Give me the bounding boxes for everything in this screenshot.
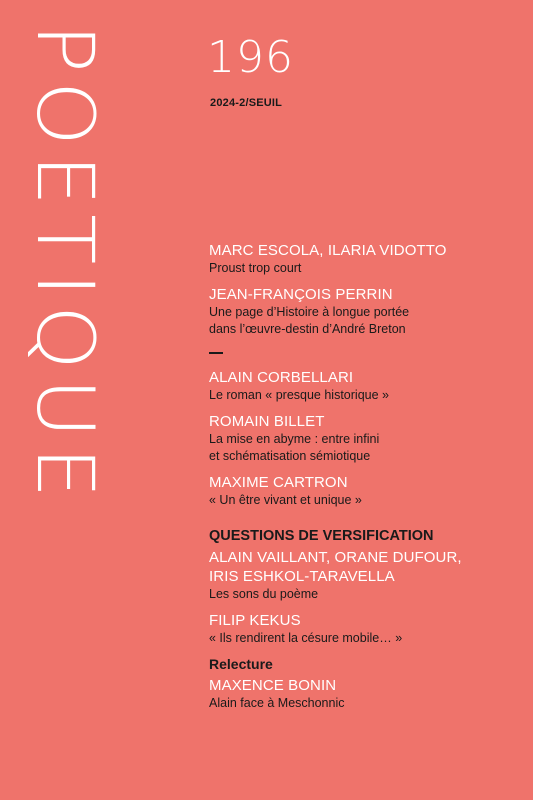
entry-author: FILIP KEKUS <box>209 612 301 629</box>
toc-entry <box>209 285 509 338</box>
table-of-contents <box>209 241 509 720</box>
section-divider <box>209 352 223 354</box>
toc-entry <box>209 412 509 465</box>
toc-entry <box>209 368 509 404</box>
entry-author: MAXENCE BONIN <box>209 677 337 694</box>
entry-author: MARC ESCOLA, ILARIA VIDOTTO <box>209 242 447 259</box>
toc-entry <box>209 548 509 603</box>
entry-title: Le roman « presque historique » <box>209 388 389 402</box>
entry-title: Une page d’Histoire à longue portée dans l’œuvre-destin d’André Breton <box>209 305 410 336</box>
entry-author: ALAIN VAILLANT, ORANE DUFOUR, IRIS ESHKOL-TARAVELLA <box>209 549 462 585</box>
entry-author: ROMAIN BILLET <box>209 413 325 430</box>
issue-imprint: 2024-2/SEUIL <box>210 97 283 109</box>
entry-author: JEAN-FRANÇOIS PERRIN <box>209 286 393 303</box>
section-heading: QUESTIONS DE VERSIFICATION <box>209 528 434 544</box>
issue-number: 196 <box>207 32 294 83</box>
entry-title: Proust trop court <box>209 261 302 275</box>
entry-title: Les sons du poème <box>209 587 319 601</box>
toc-entry <box>209 473 509 509</box>
entry-title: « Un être vivant et unique » <box>209 493 362 507</box>
entry-author: MAXIME CARTRON <box>209 474 348 491</box>
entry-title: « Ils rendirent la césure mobile… » <box>209 631 403 645</box>
entry-title: La mise en abyme : entre infini et schématisation sémiotique <box>209 432 380 463</box>
journal-masthead: POETIQUE <box>19 23 109 507</box>
entry-title: Alain face à Meschonnic <box>209 696 345 710</box>
toc-entry <box>209 676 509 712</box>
toc-entry <box>209 241 509 277</box>
toc-entry <box>209 611 509 647</box>
relecture-heading: Relecture <box>209 656 273 672</box>
entry-author: ALAIN CORBELLARI <box>209 369 354 386</box>
